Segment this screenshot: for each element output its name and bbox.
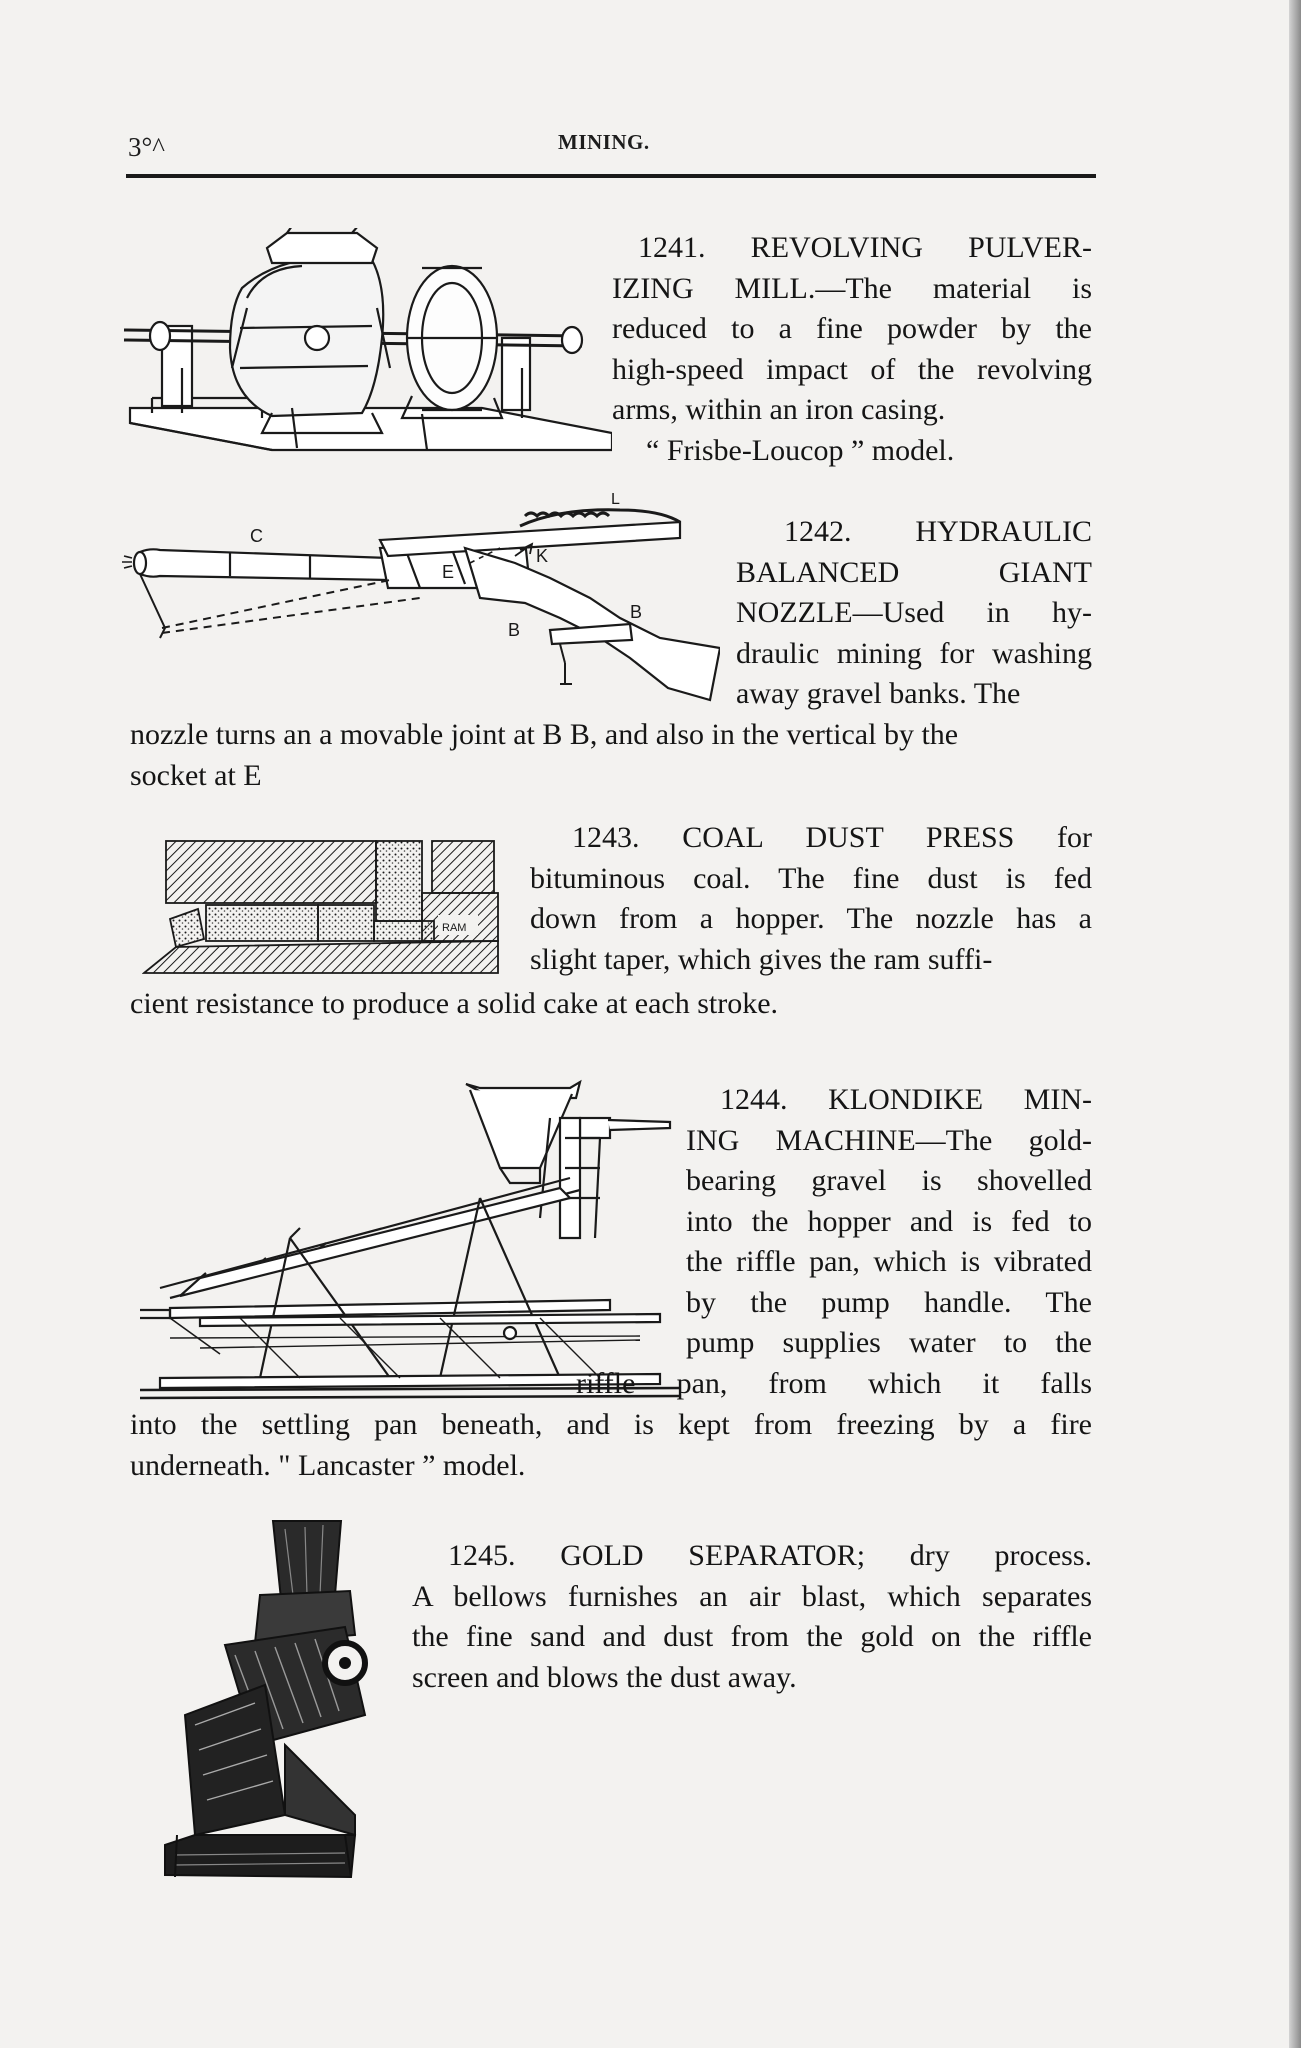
entry-1241-line-2: IZING MILL.—The material is [612,271,1092,305]
entry-1243-line-2: bituminous coal. The fine dust is fed [530,861,1092,895]
entry-1245-line-4: screen and blows the dust away. [412,1660,797,1694]
entry-1245-line-3: the fine sand and dust from the gold on the riffle [412,1620,1092,1653]
entry-1244-cont-line-2: underneath. " Lancaster ” model. [130,1448,526,1482]
label-c: C [250,526,263,546]
entry-1242-cont-line-1: nozzle turns an a movable joint at B B, and also in the vertical by the [130,718,959,751]
figure-pulverizing-mill [122,228,612,468]
entry-1244-line-6: by the pump handle. The [686,1285,1092,1319]
entry-1244-riffle-line [576,1364,1092,1405]
label-ram: RAM [442,922,467,934]
entry-1245-line-1: 1245. GOLD SEPARATOR; dry process. [448,1539,1092,1572]
figure-hydraulic-nozzle [120,488,720,713]
entry-1242-text [736,512,1092,715]
entry-1244-line-3: bearing gravel is shovelled [686,1164,1092,1197]
entry-1241-text [612,228,1092,471]
page-number: 3°^ [128,132,165,162]
entry-1242-line-4: draulic mining for washing [736,636,1092,670]
entry-1242-line-2: BALANCED GIANT [736,555,1092,589]
label-b-left: B [508,620,521,640]
entry-1242-line-3: NOZZLE—Used in hy- [736,596,1092,629]
entry-1245-line-2: A bellows furnishes an air blast, which separates [412,1579,1092,1613]
entry-1244-line-8: riffle pan, from which it falls [576,1367,1092,1400]
running-title: MINING. [558,130,650,154]
page-edge-shadow [1289,0,1301,2048]
entry-1244-line-1: 1244. KLONDIKE MIN- [720,1083,1092,1116]
entry-1244-line-5: the riffle pan, which is vibrated [686,1245,1092,1278]
label-e: E [442,562,455,582]
entry-1241-model: “ Frisbe-Loucop ” model. [646,433,955,467]
entry-1241-line-3: reduced to a fine powder by the [612,312,1092,345]
entry-1242-line-5: away gravel banks. The [736,677,1021,710]
entry-1244-line-2: ING MACHINE—The gold- [686,1123,1092,1157]
entry-1243-cont-line-1: cient resistance to produce a solid cake at each stroke. [130,987,779,1020]
entry-1243-line-1: 1243. COAL DUST PRESS for [572,821,1092,854]
header-rule [126,174,1096,178]
entry-1243-line-3: down from a hopper. The nozzle has a [530,902,1092,935]
entry-1242-continued [130,715,1092,796]
label-k: K [536,546,549,566]
entry-1244-cont-line-1: into the settling pan beneath, and is kept from freezing by a fire [130,1408,1092,1441]
entry-1244-line-4: into the hopper and is fed to [686,1204,1092,1238]
label-l: L [611,491,620,508]
entry-1242-line-1: 1242. HYDRAULIC [784,515,1092,548]
entry-1243-continued [130,984,1092,1025]
entry-1241-line-1: 1241. REVOLVING PULVER- [638,231,1092,264]
entry-1243-line-4: slight taper, which gives the ram suffi- [530,942,993,976]
entry-1244-text [686,1080,1092,1364]
entry-1241-line-4: high-speed impact of the revolving [612,352,1092,386]
entry-1243-text [530,818,1092,980]
entry-1241-line-5: arms, within an iron casing. [612,393,946,426]
entry-1245-text [412,1536,1092,1698]
entry-1244-continued [130,1405,1092,1486]
figure-gold-separator [155,1515,415,1885]
label-b-right: B [630,602,643,622]
entry-1244-line-7: pump supplies water to the [686,1326,1092,1359]
figure-coal-dust-press [142,835,502,977]
entry-1242-cont-line-2: socket at E [130,758,262,792]
